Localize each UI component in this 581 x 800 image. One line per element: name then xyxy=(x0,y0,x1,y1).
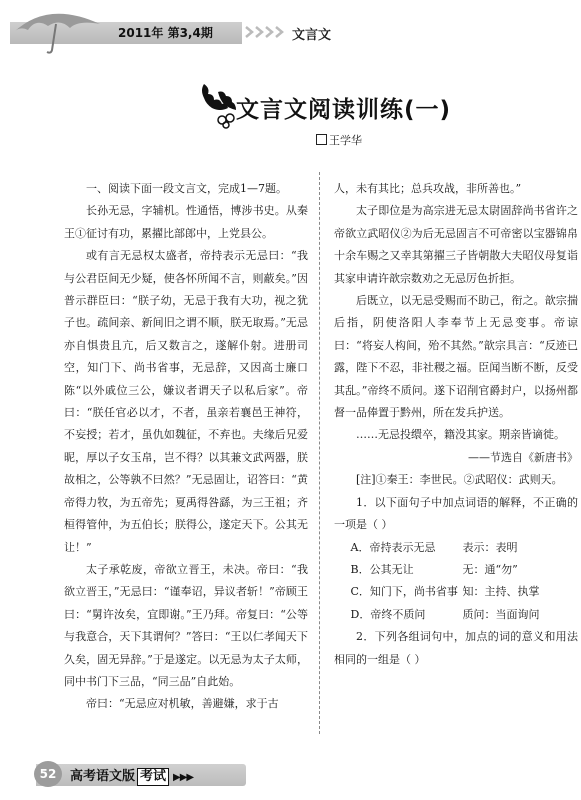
option-c-gloss: 知：主持、执掌 xyxy=(462,585,540,599)
arrows-icon: ▶▶▶ xyxy=(173,772,194,783)
option-c-text: C．知门下，尚书省事 xyxy=(350,585,458,599)
footnote: [注]①秦王：李世民。②武昭仪：武则天。 xyxy=(356,473,563,487)
question-1: 1．以下面句子中加点词语的解释，不正确的一项是（ ） xyxy=(334,495,578,532)
paragraph: 太子承乾废，帝欲立晋王，未决。帝曰：“我欲立晋王，”无忌曰：“谨奉诏，异议者斩！”帝顾王曰：“舅许汝矣，宜即谢。”王乃拜。帝复曰：“公等与我意合，天下其谓何？”答曰：“王以仁孝闻天下久矣，固无异辞。”于是遂定。以无忌为太子太师，同中书门下三品，“同三品”自此始。 xyxy=(64,562,308,688)
option-b-gloss: 无：通“勿” xyxy=(462,562,518,576)
author-box-icon xyxy=(316,134,327,145)
page-number: 52 xyxy=(34,761,62,787)
option-b xyxy=(334,559,578,581)
magazine-tag: 考试 xyxy=(137,768,169,786)
column-divider xyxy=(319,172,320,734)
paragraph: 人，未有其比；总兵攻战，非所善也。” xyxy=(334,182,522,195)
question-2: 2．下列各组词句中，加点的词的意义和用法相同的一组是（ ） xyxy=(334,630,578,666)
paragraph: ……无忌投缳卒，籍没其家。期亲皆谪徙。 xyxy=(356,428,565,442)
option-d-text: D．帝终不质问 xyxy=(350,607,426,621)
chevrons-icon xyxy=(244,26,284,38)
author-name: 王学华 xyxy=(329,134,362,147)
option-d xyxy=(334,604,578,626)
option-d-gloss: 质问：当面询问 xyxy=(462,607,540,621)
holly-leaf-icon xyxy=(198,78,238,130)
option-a xyxy=(334,537,578,559)
magazine-name xyxy=(70,765,193,786)
option-b-text: B．公其无让 xyxy=(350,562,414,576)
unpunctuated-paragraph: 太子即位是为高宗进无忌太尉固辞尚书省许之帝欲立武昭仪②为后无忌固言不可帝密以宝器锦帛十余车赐之又幸其第擢三子皆朝散大夫昭仪母复诣其家申请许歆宗数劝之无忌厉色折拒。 xyxy=(334,204,578,285)
magazine-title: 高考语文版 xyxy=(70,769,136,784)
question-intro: 一、阅读下面一段文言文，完成1—7题。 xyxy=(86,182,287,195)
paragraph: 或有言无忌权太盛者，帝持表示无忌曰：“我与公君臣间无少疑，使各怀所闻不言，则蔽矣。”因普示群臣曰：“朕子幼，无忌于我有大功，视之犹子也。疏间亲、新间旧之谓不顺，朕无取焉。”无忌亦自惧贵且亢，后又数言之，遂解仆射。进册司空，知门下、尚书省事，无忌辞，又因高士廉口陈“以外戚位三公，嫌议者谓天子以私后家”。帝曰：“朕任官必以才，不者，虽亲若襄邑王神符，不妄授；若才，虽仇如魏征，不弃也。夫缘后兄爱昵，厚以子女玉帛，岂不得？以其兼文武两器，朕故相之，公等孰不曰然？”无忌固让，诏答曰：“黄帝得力牧，为五帝先；夏禹得咎繇，为三王祖；齐桓得管仲，为五伯长；朕得公，遂定天下。公其无让！” xyxy=(64,249,308,554)
author-byline xyxy=(316,132,362,148)
left-column xyxy=(64,178,308,716)
right-column xyxy=(334,178,578,671)
umbrella-icon xyxy=(8,6,108,54)
option-a-text: A．帝持表示无忌 xyxy=(350,540,436,554)
option-c xyxy=(334,581,578,603)
issue-label: 2011年 第3,4期 xyxy=(118,26,213,40)
article-title: 文言文阅读训练(一) xyxy=(236,97,452,123)
section-label: 文言文 xyxy=(292,28,332,43)
paragraph: 帝曰：“无忌应对机敏，善避嫌，求于古 xyxy=(86,697,279,711)
paragraph: 长孙无忌，字辅机。性通悟，博涉书史。从秦王①征讨有功，累擢比部郎中，上党县公。 xyxy=(64,204,308,240)
page-header xyxy=(0,18,581,48)
source-citation: ——节选自《新唐书》 xyxy=(468,450,578,464)
option-a-gloss: 表示：表明 xyxy=(462,540,518,554)
paragraph: 后既立，以无忌受赐而不助己，衔之。歆宗揣后指，阴使洛阳人李奉节上无忌变事。帝谅曰：“将妄人构间，殆不其然。”歆宗具言：“反迹已露，陛下不忍，非社稷之福。臣闻当断不断，反受其乱。”帝终不质问。遂下诏削官爵封户，以扬州都督一品俸置于黔州，所在发兵护送。 xyxy=(334,294,578,420)
